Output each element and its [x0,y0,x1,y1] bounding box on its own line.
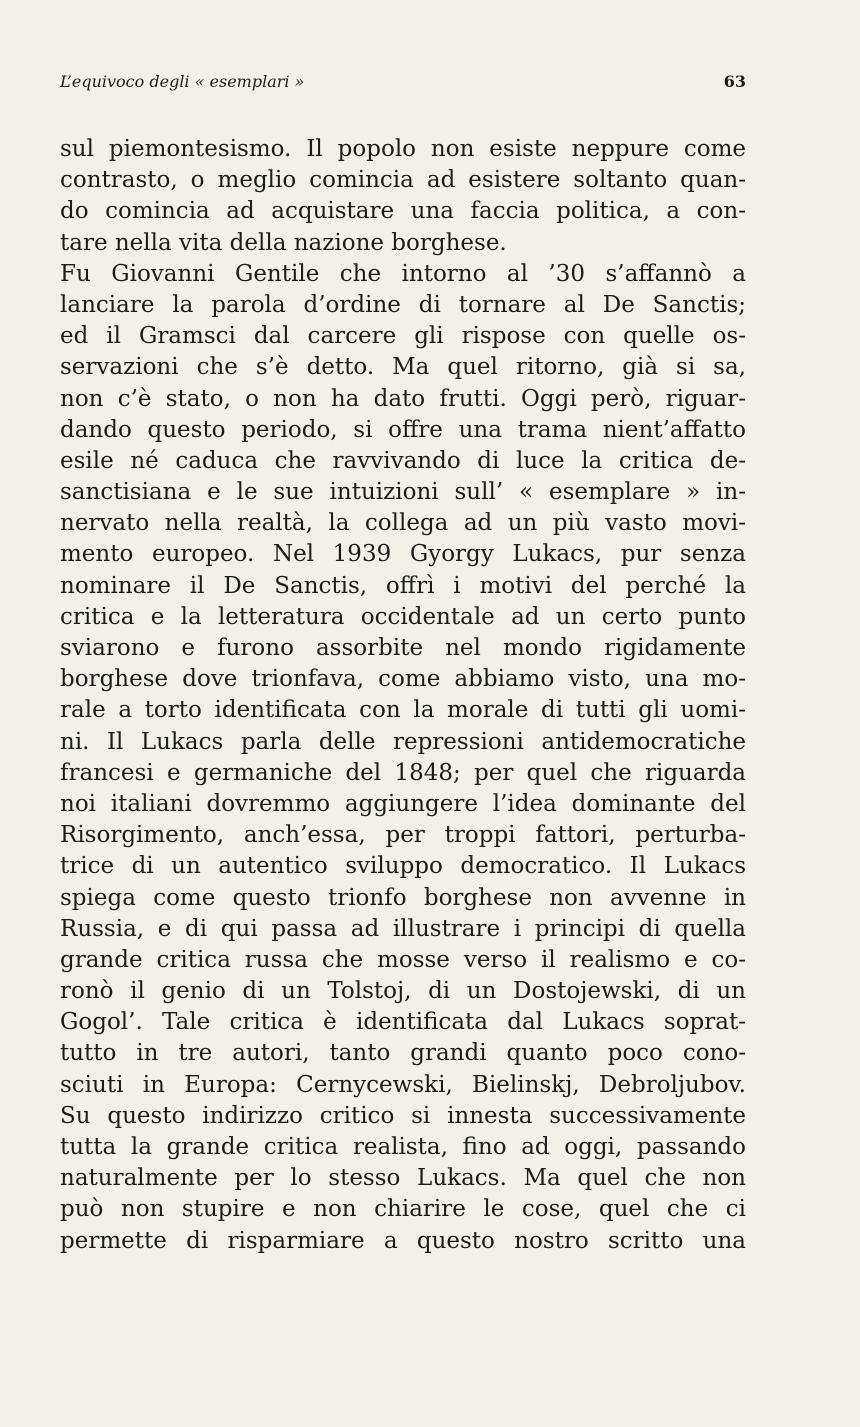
text-line: sciuti in Europa: Cernycewski, Bielinskj, Debroljubov. [60,1071,746,1098]
text-line: do comincia ad acquistare una faccia politica, a con- [60,198,746,225]
text-line: Fu Giovanni Gentile che intorno al ’30 s’affannò a [60,260,746,287]
text-line: rale a torto identificata con la morale di tutti gli uomi- [60,697,746,724]
text-line: sul piemontesismo. Il popolo non esiste neppure come [60,136,746,162]
text-line: ed il Gramsci dal carcere gli rispose con quelle os- [60,323,746,350]
text-line: può non stupire e non chiarire le cose, quel che ci [60,1196,746,1223]
text-line: naturalmente per lo stesso Lukacs. Ma quel che non [60,1165,746,1192]
text-line: tare nella vita della nazione borghese. [60,229,507,256]
text-line: servazioni che s’è detto. Ma quel ritorno, già si sa, [60,354,746,381]
text-line: dando questo periodo, si offre una trama nient’affatto [60,416,746,443]
text-line: francesi e germaniche del 1848; per quel che riguarda [60,759,746,786]
text-line: ronò il genio di un Tolstoj, di un Dostojewski, di un [60,978,746,1005]
text-line: contrasto, o meglio comincia ad esistere soltanto quan- [60,167,746,194]
text-line: critica e la letteratura occidentale ad un certo punto [60,603,746,630]
text-line: mento europeo. Nel 1939 Gyorgy Lukacs, pur senza [60,541,746,568]
text-line: Gogol’. Tale critica è identificata dal Lukacs soprat- [60,1009,746,1036]
text-line: Russia, e di qui passa ad illustrare i principi di quella [60,915,746,942]
running-head [60,72,746,96]
page-number: 63 [723,72,746,91]
text-line: permette di risparmiare a questo nostro scritto una [60,1227,746,1254]
text-line: nervato nella realtà, la collega ad un più vasto movi- [60,510,746,537]
text-line: tutta la grande critica realista, fino ad oggi, passando [60,1134,746,1160]
running-title: L’equivoco degli « esemplari » [60,72,305,91]
text-line: Risorgimento, anch’essa, per troppi fattori, perturba- [60,822,746,849]
text-line: noi italiani dovremmo aggiungere l’idea dominante del [60,790,746,817]
text-line: sviarono e furono assorbite nel mondo rigidamente [60,635,746,661]
text-line: trice di un autentico sviluppo democratico. Il Lukacs [60,853,746,880]
text-line: ni. Il Lukacs parla delle repressioni antidemocratiche [60,728,746,755]
body-text [60,134,746,1257]
text-line: sanctisiana e le sue intuizioni sull’ « esemplare » in- [60,479,746,506]
text-line: lanciare la parola d’ordine di tornare al De Sanctis; [60,291,746,318]
text-line: grande critica russa che mosse verso il realismo e co- [60,946,746,973]
text-line: borghese dove trionfava, come abbiamo visto, una mo- [60,666,746,693]
text-line: nominare il De Sanctis, offrì i motivi del perché la [60,572,746,599]
text-line: Su questo indirizzo critico si innesta successivamente [60,1102,746,1129]
text-line: tutto in tre autori, tanto grandi quanto poco cono- [60,1040,746,1067]
text-line: esile né caduca che ravvivando di luce la critica de- [60,447,746,474]
text-line: non c’è stato, o non ha dato frutti. Oggi però, riguar- [60,385,746,412]
text-line: spiega come questo trionfo borghese non avvenne in [60,884,746,911]
